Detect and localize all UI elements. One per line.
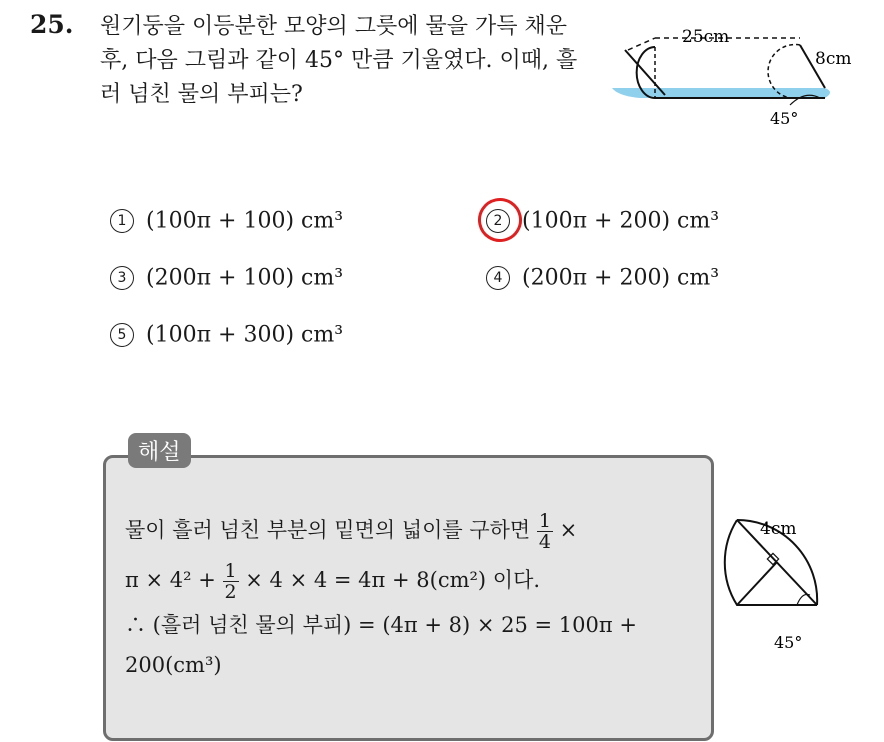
frac-num: 1 — [224, 560, 237, 582]
times-sign: × — [559, 518, 578, 542]
cross-section-figure — [712, 510, 862, 660]
radius-line — [737, 562, 777, 605]
length-label: 25cm — [682, 27, 730, 47]
solution-line-3: ∴ (흘러 넘친 물의 부피) = (4π + 8) × 25 = 100π + — [125, 613, 637, 637]
question-text: 원기둥을 이등분한 모양의 그릇에 물을 가득 채운 후, 다음 그림과 같이 45° 만큼 기울였다. 이때, 흘러 넘친 물의 부피는? — [100, 14, 578, 107]
choice-4[interactable] — [486, 265, 719, 291]
solution-line-2 — [125, 555, 700, 605]
choice-mark: 1 — [110, 209, 134, 233]
solution-line-4: 200(cm³) — [125, 653, 222, 677]
choice-3[interactable] — [110, 265, 343, 291]
fraction-half — [223, 561, 239, 602]
frac-den: 4 — [538, 531, 551, 553]
solution-tag: 해설 — [128, 433, 191, 468]
fraction-quarter — [537, 511, 553, 552]
choice-1[interactable] — [110, 208, 343, 234]
selected-answer-circle — [474, 194, 526, 246]
choice-expr: (200π + 100) cm³ — [146, 265, 344, 291]
choice-expr: (100π + 200) cm³ — [522, 208, 720, 234]
solution-text — [125, 505, 700, 685]
solution-line-2a: π × 4² + — [125, 568, 216, 592]
choice-expr: (200π + 200) cm³ — [522, 265, 720, 291]
choice-mark: 3 — [110, 266, 134, 290]
angle-label: 45° — [770, 109, 799, 128]
choice-mark: 5 — [110, 323, 134, 347]
radius-label: 4cm — [760, 519, 797, 539]
choice-mark: 4 — [486, 266, 510, 290]
choice-mark: 2 — [486, 209, 510, 233]
question-number: 25. — [30, 10, 74, 39]
solution-line-1-text: 물이 흘러 넘친 부분의 밑면의 넓이를 구하면 — [125, 518, 531, 542]
choice-5[interactable] — [110, 322, 343, 348]
width-label: 8cm — [815, 49, 852, 69]
choice-expr: (100π + 100) cm³ — [146, 208, 344, 234]
choice-expr: (100π + 300) cm³ — [146, 322, 344, 348]
frac-num: 1 — [538, 510, 551, 532]
solution-line-1 — [125, 505, 700, 555]
frac-den: 2 — [224, 581, 237, 603]
angle-label: 45° — [774, 633, 803, 652]
tilted-container-figure — [610, 20, 860, 135]
solution-line-2b: × 4 × 4 = 4π + 8(cm²) 이다. — [245, 568, 541, 592]
